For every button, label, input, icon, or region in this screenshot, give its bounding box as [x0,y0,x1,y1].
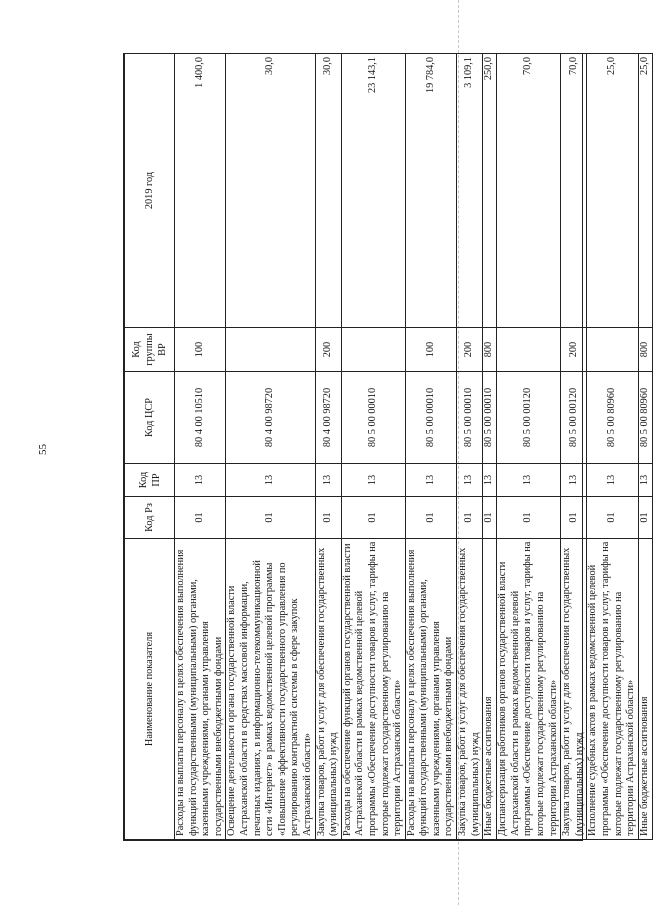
table-row [457,54,483,840]
cell-name: Диспансеризация работников органов государственной власти Астраханской области в рамках ведомственной целевой программы «Обеспечение доступности товаров и услуг, тарифы на которые подлежат государственному регулированию на территории Астраханской области» [497,539,561,840]
cell-year: 1 400,0 [175,54,226,328]
cell-name: Закупка товаров, работ и услуг для обеспечения государственных (муниципальных) нужд [561,539,587,840]
cell-year: 23 143,1 [341,54,405,328]
budget-table-frame [123,53,650,841]
cell-vr: 800 [638,328,652,372]
cell-pr: 13 [175,464,226,497]
table-body [175,54,653,840]
cell-vr: 800 [483,328,497,372]
table-row [175,54,226,840]
cell-csr: 80 5 00 00010 [483,372,497,464]
cell-csr: 80 5 00 00010 [341,372,405,464]
rotated-table-wrapper [124,54,650,840]
table-row [561,54,587,840]
header-name: Наименование показателя [125,539,175,840]
cell-pr: 13 [638,464,652,497]
cell-rz: 01 [405,497,456,539]
table-row [483,54,497,840]
cell-name: Расходы на обеспечение функций органов государственной власти Астраханской области в рамках ведомственной целевой программы «Обеспечение доступности товаров и услуг, тарифы на которые подлежат государственному регулированию на территории Астраханской области» [341,539,405,840]
cell-pr: 13 [226,464,315,497]
cell-year: 30,0 [226,54,315,328]
cell-vr [497,328,561,372]
cell-vr [587,328,638,372]
cell-vr: 200 [315,328,341,372]
header-pr: Код ПР [125,464,175,497]
cell-year: 250,0 [483,54,497,328]
cell-name: Иные бюджетные ассигнования [483,539,497,840]
cell-rz: 01 [483,497,497,539]
header-csr: Код ЦСР [125,372,175,464]
table-row [405,54,456,840]
cell-rz: 01 [587,497,638,539]
cell-pr: 13 [587,464,638,497]
cell-vr: 200 [457,328,483,372]
cell-rz: 01 [315,497,341,539]
cell-vr: 200 [561,328,587,372]
budget-table [124,53,653,840]
cell-vr: 100 [175,328,226,372]
cell-name: Расходы на выплаты персоналу в целях обеспечения выполнения функций государственными (муниципальными) органами, казенными учреждениями, органами управления государственными внебюджетными фондами [175,539,226,840]
cell-rz: 01 [561,497,587,539]
cell-pr: 13 [497,464,561,497]
cell-year: 30,0 [315,54,341,328]
table-header-row [125,54,175,840]
table-row [497,54,561,840]
cell-csr: 80 4 00 10510 [175,372,226,464]
header-year: 2019 год [125,54,175,328]
table-row [587,54,638,840]
cell-year: 25,0 [587,54,638,328]
cell-csr: 80 5 00 80960 [587,372,638,464]
cell-year: 70,0 [497,54,561,328]
cell-year: 70,0 [561,54,587,328]
header-rz: Код Рз [125,497,175,539]
cell-pr: 13 [341,464,405,497]
table-row [315,54,341,840]
cell-name: Исполнение судебных актов в рамках ведомственной целевой программы «Обеспечение доступности товаров и услуг, тарифы на которые подлежат государственному регулированию на территории Астраханской области» [587,539,638,840]
cell-name: Закупка товаров, работ и услуг для обеспечения государственных (муниципальных) нужд [457,539,483,840]
page-number: 55 [37,444,49,455]
cell-rz: 01 [457,497,483,539]
table-row [341,54,405,840]
cell-rz: 01 [175,497,226,539]
cell-year: 3 109,1 [457,54,483,328]
cell-pr: 13 [457,464,483,497]
cell-vr: 100 [405,328,456,372]
cell-name: Расходы на выплаты персоналу в целях обеспечения выполнения функций государственными (муниципальными) органами, казенными учреждениями, органами управления государственными внебюджетными фондами [405,539,456,840]
cell-csr: 80 5 00 00120 [561,372,587,464]
cell-vr [226,328,315,372]
header-vr: Код группы ВР [125,328,175,372]
cell-csr: 80 4 00 98720 [226,372,315,464]
cell-pr: 13 [405,464,456,497]
cell-rz: 01 [638,497,652,539]
cell-rz: 01 [341,497,405,539]
cell-vr [341,328,405,372]
cell-pr: 13 [561,464,587,497]
cell-rz: 01 [226,497,315,539]
cell-year: 19 784,0 [405,54,456,328]
cell-csr: 80 5 00 00010 [457,372,483,464]
cell-name: Освещение деятельности органа государственной власти Астраханской области в средствах массовой информации, печатных изданиях, в информационно-телекоммуникационной сети «Интернет» в рамках ведомственной целевой программы «Повышение эффективности государственного управления по регулированию контрактной системы в сфере закупок Астраханской области» [226,539,315,840]
cell-pr: 13 [483,464,497,497]
cell-rz: 01 [497,497,561,539]
cell-name: Иные бюджетные ассигнования [638,539,652,840]
cell-year: 25,0 [638,54,652,328]
table-row [226,54,315,840]
cell-csr: 80 5 00 00120 [497,372,561,464]
cell-csr: 80 5 00 00010 [405,372,456,464]
cell-pr: 13 [315,464,341,497]
cell-csr: 80 4 00 98720 [315,372,341,464]
cell-name: Закупка товаров, работ и услуг для обеспечения государственных (муниципальных) нужд [315,539,341,840]
table-row [638,54,652,840]
cell-csr: 80 5 00 80960 [638,372,652,464]
